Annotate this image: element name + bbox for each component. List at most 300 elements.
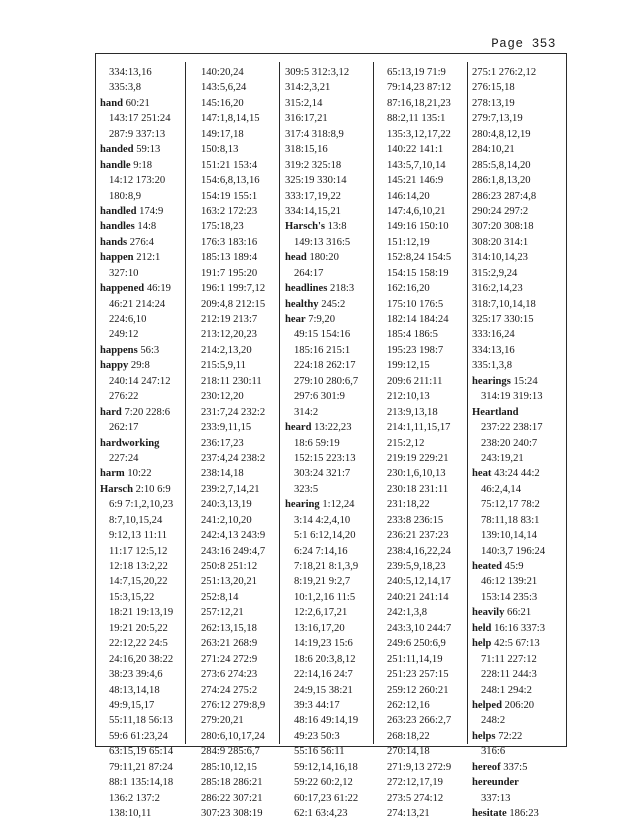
index-page-refs (285, 621, 373, 636)
index-page-refs (387, 791, 475, 806)
index-term-entry (472, 760, 560, 775)
index-page-refs (387, 281, 475, 296)
index-refs-text: 174:9 (136, 205, 164, 217)
index-page-refs (387, 80, 475, 95)
index-page-refs (285, 683, 373, 698)
index-page-refs (387, 219, 475, 234)
index-refs-text: 3:14 4:2,4,10 (294, 514, 351, 526)
index-page-refs (387, 621, 475, 636)
index-refs-text: 12:2,6,17,21 (294, 607, 348, 619)
index-refs-text: 280:4,8,12,19 (472, 128, 531, 140)
index-page-refs (472, 713, 560, 728)
index-page-refs (201, 806, 289, 821)
index-page-refs (285, 729, 373, 744)
index-page-refs (201, 636, 289, 651)
index-page-refs (100, 621, 188, 636)
index-term-entry (100, 281, 188, 296)
index-page-refs (201, 189, 289, 204)
index-page-refs (100, 590, 188, 605)
index-refs-text: 270:14,18 (387, 746, 430, 758)
index-refs-text: 218:11 230:11 (201, 375, 262, 387)
index-page-refs (387, 235, 475, 250)
index-refs-text: 49:23 50:3 (294, 730, 340, 742)
index-page-refs (285, 466, 373, 481)
index-page-refs (472, 80, 560, 95)
index-refs-text: 243:19,21 (481, 452, 524, 464)
index-page-refs (285, 405, 373, 420)
index-refs-text: 243:16 249:4,7 (201, 545, 266, 557)
index-refs-text: 316:6 (481, 746, 506, 758)
index-refs-text: 278:13,19 (472, 97, 515, 109)
index-refs-text: 286:23 287:4,8 (472, 190, 537, 202)
index-refs-text: 303:24 321:7 (294, 468, 351, 480)
index-page-refs (472, 420, 560, 435)
index-refs-text: 152:8,24 154:5 (387, 252, 452, 264)
index-refs-text: 49:9,15,17 (109, 699, 155, 711)
index-refs-text: 238:20 240:7 (481, 437, 538, 449)
index-page-refs (201, 281, 289, 296)
index-refs-text: 317:4 318:8,9 (285, 128, 344, 140)
index-page-refs (387, 451, 475, 466)
index-refs-text: 154:6,8,13,16 (201, 175, 260, 187)
index-refs-text: 285:18 286:21 (201, 777, 263, 789)
index-refs-text: 252:8,14 (201, 591, 239, 603)
index-refs-text: 8:7,10,15,24 (109, 514, 163, 526)
index-refs-text: 271:24 272:9 (201, 653, 258, 665)
index-refs-text: 14:8 (134, 221, 157, 233)
index-term-entry (472, 621, 560, 636)
index-refs-text: 12:18 13:2,22 (109, 561, 168, 572)
index-page-refs (100, 683, 188, 698)
index-refs-text: 333:17,19,22 (285, 190, 341, 202)
index-refs-text: 38:23 39:4,6 (109, 669, 163, 681)
index-refs-text: 268:18,22 (387, 730, 430, 742)
index-page-refs (201, 729, 289, 744)
index-refs-text: 242:1,3,8 (387, 607, 428, 619)
index-term-entry (472, 729, 560, 744)
index-page-refs (472, 173, 560, 188)
index-refs-text: 279:10 280:6,7 (294, 375, 359, 387)
index-page-refs (100, 80, 188, 95)
index-page-refs (100, 791, 188, 806)
index-page-refs (285, 142, 373, 157)
index-refs-text: 88:1 135:14,18 (109, 777, 174, 789)
index-refs-text: 75:12,17 78:2 (481, 499, 540, 511)
index-refs-text: 284:9 285:6,7 (201, 746, 260, 758)
index-term: hard (100, 406, 122, 418)
index-refs-text: 87:16,18,21,23 (387, 97, 451, 109)
index-refs-text: 14:7,15,20,22 (109, 576, 168, 588)
index-refs-text: 56:3 (137, 344, 160, 356)
index-column-1 (100, 65, 188, 821)
index-refs-text: 279:7,13,19 (472, 113, 523, 125)
index-refs-text: 275:1 276:2,12 (472, 67, 537, 78)
index-term-entry (472, 698, 560, 713)
index-page-refs (100, 389, 188, 404)
index-page-refs (387, 729, 475, 744)
index-refs-text: 272:12,17,19 (387, 777, 443, 789)
index-page-refs (100, 574, 188, 589)
index-term: happens (100, 344, 138, 356)
index-term: happened (100, 283, 145, 295)
index-refs-text: 238:4,16,22,24 (387, 545, 451, 557)
index-term: helps (472, 730, 496, 742)
index-refs-text: 274:24 275:2 (201, 684, 258, 696)
index-page-refs (472, 436, 560, 451)
index-page-refs (100, 297, 188, 312)
index-refs-text: 186:23 (506, 808, 539, 819)
index-term-entry (100, 96, 188, 111)
index-page-refs (201, 544, 289, 559)
index-page-refs (100, 451, 188, 466)
index-page-refs (100, 544, 188, 559)
index-page-refs (285, 760, 373, 775)
index-refs-text: 45:9 (502, 561, 524, 572)
index-page-refs (201, 80, 289, 95)
index-refs-text: 39:3 44:17 (294, 699, 340, 711)
index-page-refs (100, 420, 188, 435)
index-refs-text: 215:5,9,11 (201, 360, 246, 372)
index-refs-text: 14:12 173:20 (109, 175, 166, 187)
index-page-refs (201, 405, 289, 420)
index-refs-text: 333:16,24 (472, 329, 515, 341)
index-refs-text: 236:17,23 (201, 437, 244, 449)
index-refs-text: 248:1 294:2 (481, 684, 532, 696)
index-refs-text: 151:12,19 (387, 236, 430, 248)
index-term-entry (100, 436, 188, 451)
index-page-refs (201, 466, 289, 481)
index-page-refs (387, 513, 475, 528)
index-refs-text: 327:10 (109, 267, 139, 279)
index-term: handle (100, 159, 131, 171)
index-page-refs (100, 775, 188, 790)
index-page-refs (472, 513, 560, 528)
index-refs-text: 10:22 (124, 468, 152, 480)
index-refs-text: 249:6 250:6,9 (387, 638, 446, 650)
index-page-refs (387, 250, 475, 265)
index-refs-text: 185:4 186:5 (387, 329, 438, 341)
index-refs-text: 13:16,17,20 (294, 622, 345, 634)
index-refs-text: 242:4,13 243:9 (201, 530, 266, 542)
index-refs-text: 24:16,20 38:22 (109, 653, 174, 665)
index-refs-text: 59:6 61:23,24 (109, 730, 168, 742)
index-refs-text: 290:24 297:2 (472, 205, 529, 217)
index-page-refs (387, 65, 475, 80)
index-page-refs (472, 389, 560, 404)
index-page-refs (472, 327, 560, 342)
index-refs-text: 8:19,21 9:2,7 (294, 576, 351, 588)
index-page-refs (285, 482, 373, 497)
index-page-refs (285, 436, 373, 451)
index-page-refs (285, 327, 373, 342)
index-refs-text: 307:20 308:18 (472, 221, 534, 233)
index-refs-text: 7:20 228:6 (121, 406, 171, 418)
index-term: happen (100, 252, 134, 264)
index-refs-text: 214:2,13,20 (201, 344, 252, 356)
column-divider (373, 62, 374, 744)
index-refs-text: 297:6 301:9 (294, 391, 345, 403)
index-refs-text: 140:20,24 (201, 67, 244, 78)
index-refs-text: 46:19 (144, 283, 171, 295)
index-page-refs (387, 497, 475, 512)
index-page-refs (472, 683, 560, 698)
index-page-refs (201, 312, 289, 327)
index-refs-text: 149:17,18 (201, 128, 244, 140)
index-refs-text: 276:4 (127, 236, 154, 248)
index-refs-text: 149:16 150:10 (387, 221, 449, 233)
index-term-entry (472, 605, 560, 620)
index-term: hearings (472, 375, 511, 387)
index-refs-text: 241:2,10,20 (201, 514, 252, 526)
index-page-refs (285, 744, 373, 759)
index-page-refs (285, 605, 373, 620)
index-page-refs (201, 343, 289, 358)
index-refs-text: 145:21 146:9 (387, 175, 444, 187)
index-page-refs (100, 605, 188, 620)
index-term: harm (100, 468, 125, 480)
index-page-refs (472, 297, 560, 312)
index-term-entry (472, 559, 560, 574)
index-page-refs (387, 189, 475, 204)
index-page-refs (201, 590, 289, 605)
index-page-refs (100, 266, 188, 281)
index-refs-text: 1:12,24 (319, 499, 355, 511)
index-refs-text: 287:9 337:13 (109, 128, 166, 140)
index-page-refs (472, 590, 560, 605)
index-refs-text: 236:21 237:23 (387, 530, 449, 542)
index-term: hereunder (472, 777, 519, 789)
index-page-refs (387, 775, 475, 790)
index-page-refs (387, 96, 475, 111)
index-refs-text: 46:21 214:24 (109, 298, 166, 310)
index-page-refs (100, 497, 188, 512)
index-refs-text: 9:12,13 11:11 (109, 530, 168, 542)
index-refs-text: 316:17,21 (285, 113, 328, 125)
index-page-refs (285, 667, 373, 682)
index-page-refs (285, 513, 373, 528)
index-page-refs (201, 327, 289, 342)
index-page-refs (201, 96, 289, 111)
index-refs-text: 138:10,11 (109, 808, 152, 819)
index-refs-text: 154:19 155:1 (201, 190, 258, 202)
index-page-refs (387, 158, 475, 173)
index-refs-text: 196:1 199:7,12 (201, 283, 266, 295)
index-page-refs (100, 327, 188, 342)
index-refs-text: 65:13,19 71:9 (387, 67, 446, 78)
index-term: hands (100, 236, 128, 248)
index-refs-text: 182:14 184:24 (387, 314, 449, 325)
index-refs-text: 151:21 153:4 (201, 159, 258, 171)
index-refs-text: 334:13,16 (472, 344, 515, 356)
index-page-refs (387, 297, 475, 312)
index-page-refs (387, 436, 475, 451)
index-refs-text: 214:1,11,15,17 (387, 422, 451, 434)
index-refs-text: 42:5 67:13 (491, 638, 540, 650)
index-refs-text: 230:1,6,10,13 (387, 468, 446, 480)
index-page-refs (100, 636, 188, 651)
index-refs-text: 335:3,8 (109, 82, 142, 94)
index-page-refs (472, 312, 560, 327)
index-page-refs (100, 744, 188, 759)
index-page-refs (201, 219, 289, 234)
index-refs-text: 323:5 (294, 483, 319, 495)
index-refs-text: 219:19 229:21 (387, 452, 449, 464)
index-page-refs (387, 266, 475, 281)
index-refs-text: 139:10,14,14 (481, 530, 537, 542)
index-page-refs (472, 343, 560, 358)
index-refs-text: 233:9,11,15 (201, 422, 252, 434)
index-term-entry (472, 466, 560, 481)
index-refs-text: 185:13 189:4 (201, 252, 258, 264)
index-term-entry (100, 235, 188, 250)
index-page-refs (285, 65, 373, 80)
index-page-refs (201, 744, 289, 759)
index-refs-text: 337:5 (500, 761, 528, 773)
index-refs-text: 78:11,18 83:1 (481, 514, 540, 526)
index-refs-text: 314:2,3,21 (285, 82, 331, 94)
index-term-entry (285, 281, 373, 296)
index-page-refs (472, 142, 560, 157)
index-term: headlines (285, 283, 328, 295)
index-refs-text: 175:10 176:5 (387, 298, 444, 310)
index-refs-text: 285:5,8,14,20 (472, 159, 531, 171)
index-refs-text: 263:23 266:2,7 (387, 715, 452, 727)
index-page-refs (387, 374, 475, 389)
index-page-refs (472, 235, 560, 250)
index-refs-text: 213:12,20,23 (201, 329, 257, 341)
index-refs-text: 185:16 215:1 (294, 344, 351, 356)
index-page-refs (201, 173, 289, 188)
index-term-entry (472, 405, 560, 420)
index-page-refs (100, 713, 188, 728)
index-page-refs (285, 806, 373, 821)
index-refs-text: 16:16 337:3 (491, 622, 545, 634)
index-refs-text: 150:8,13 (201, 144, 239, 156)
index-page-refs (387, 559, 475, 574)
index-page-refs (472, 482, 560, 497)
index-term-entry (100, 142, 188, 157)
index-page-refs (387, 312, 475, 327)
index-term: hear (285, 314, 306, 325)
index-page-refs (387, 544, 475, 559)
index-refs-text: 249:12 (109, 329, 139, 341)
index-page-refs (285, 713, 373, 728)
index-refs-text: 280:6,10,17,24 (201, 730, 265, 742)
index-page-refs (201, 436, 289, 451)
index-refs-text: 62:1 63:4,23 (294, 808, 348, 819)
index-refs-text: 264:17 (294, 267, 324, 279)
index-page-refs (100, 559, 188, 574)
index-refs-text: 72:22 (495, 730, 523, 742)
index-page-refs (387, 574, 475, 589)
index-refs-text: 18:21 19:13,19 (109, 607, 174, 619)
index-refs-text: 46:2,4,14 (481, 483, 522, 495)
index-refs-text: 212:19 213:7 (201, 314, 258, 325)
index-refs-text: 175:18,23 (201, 221, 244, 233)
index-page-refs (387, 652, 475, 667)
index-page-refs (472, 281, 560, 296)
index-refs-text: 335:1,3,8 (472, 360, 513, 372)
index-page-refs (387, 482, 475, 497)
index-page-refs (201, 791, 289, 806)
index-page-refs (472, 652, 560, 667)
index-refs-text: 49:15 154:16 (294, 329, 351, 341)
index-page-refs (387, 127, 475, 142)
index-page-refs (472, 96, 560, 111)
index-refs-text: 147:4,6,10,21 (387, 205, 446, 217)
index-page-refs (201, 389, 289, 404)
index-page-refs (100, 513, 188, 528)
index-page-refs (285, 189, 373, 204)
index-page-refs (387, 343, 475, 358)
index-page-refs (387, 590, 475, 605)
index-term: head (285, 252, 307, 264)
index-term-entry (100, 405, 188, 420)
index-refs-text: 143:5,6,24 (201, 82, 247, 94)
index-refs-text: 218:3 (327, 283, 355, 295)
index-refs-text: 143:17 251:24 (109, 113, 171, 125)
index-column-2 (201, 65, 289, 821)
index-refs-text: 143:5,7,10,14 (387, 159, 446, 171)
index-term-entry (285, 497, 373, 512)
index-refs-text: 314:2 (294, 406, 319, 418)
index-page-refs (387, 744, 475, 759)
index-refs-text: 231:7,24 232:2 (201, 406, 266, 418)
index-column-3 (285, 65, 373, 821)
index-term-entry (100, 219, 188, 234)
index-page-refs (201, 358, 289, 373)
index-refs-text: 149:13 316:5 (294, 236, 351, 248)
index-refs-text: 55:11,18 56:13 (109, 715, 173, 727)
index-refs-text: 60:21 (122, 97, 150, 109)
index-refs-text: 262:17 (109, 422, 139, 434)
index-page-refs (201, 297, 289, 312)
index-refs-text: 153:14 235:3 (481, 591, 538, 603)
index-page-refs (387, 806, 475, 821)
index-refs-text: 318:7,10,14,18 (472, 298, 536, 310)
index-refs-text: 63:15,19 65:14 (109, 746, 174, 758)
index-refs-text: 263:21 268:9 (201, 638, 258, 650)
index-refs-text: 233:8 236:15 (387, 514, 444, 526)
index-term: heated (472, 561, 503, 572)
index-refs-text: 286:1,8,13,20 (472, 175, 531, 187)
index-page-refs (100, 189, 188, 204)
index-page-refs (201, 621, 289, 636)
index-term: heard (285, 422, 312, 434)
index-refs-text: 15:3,15,22 (109, 591, 155, 603)
index-refs-text: 276:15,18 (472, 82, 515, 94)
index-refs-text: 316:2,14,23 (472, 283, 523, 295)
index-refs-text: 245:2 (318, 298, 346, 310)
index-refs-text: 286:22 307:21 (201, 792, 263, 804)
index-term: handed (100, 144, 134, 156)
index-term-entry (100, 158, 188, 173)
index-refs-text: 334:13,16 (109, 67, 152, 78)
index-refs-text: 15:24 (510, 375, 538, 387)
index-term-entry (285, 219, 373, 234)
index-page-refs (100, 528, 188, 543)
index-page-refs (285, 374, 373, 389)
index-page-refs (387, 466, 475, 481)
index-page-refs (201, 374, 289, 389)
index-page-refs (285, 791, 373, 806)
index-refs-text: 19:21 20:5,22 (109, 622, 168, 634)
index-page-refs (201, 111, 289, 126)
index-page-refs (100, 729, 188, 744)
index-page-refs (201, 652, 289, 667)
index-page-refs (201, 482, 289, 497)
index-refs-text: 251:13,20,21 (201, 576, 257, 588)
